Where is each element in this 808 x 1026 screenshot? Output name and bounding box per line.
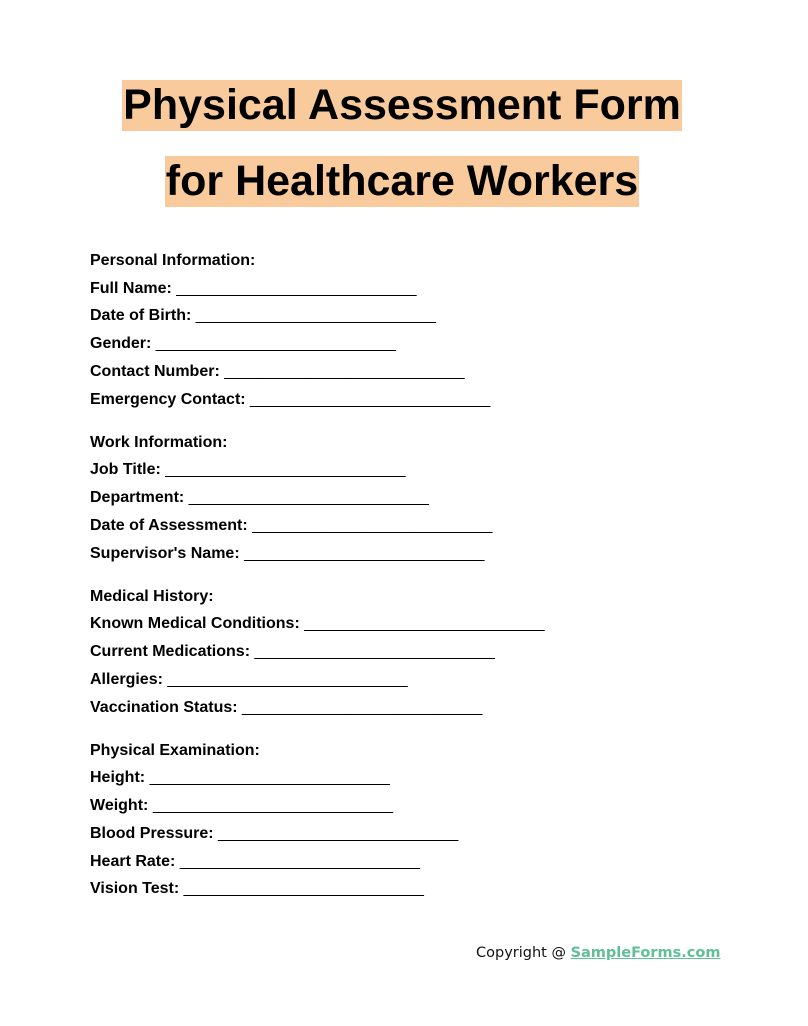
form-field xyxy=(90,302,770,330)
field-label: Weight: xyxy=(90,797,149,815)
fill-in-line[interactable]: ___________________________ xyxy=(218,824,459,842)
form-field xyxy=(90,610,770,638)
form-field xyxy=(90,386,770,414)
field-label: Date of Birth: xyxy=(90,307,192,325)
sampleforms-link[interactable]: SampleForms.com xyxy=(570,945,721,961)
form-field xyxy=(90,666,770,694)
field-label: Heart Rate: xyxy=(90,852,176,870)
form-field xyxy=(90,875,770,903)
fill-in-line[interactable]: ___________________________ xyxy=(149,769,390,787)
field-label: Contact Number: xyxy=(90,362,220,380)
field-label: Gender: xyxy=(90,335,152,353)
section-heading: Physical Examination: xyxy=(90,741,260,759)
field-label: Emergency Contact: xyxy=(90,390,246,408)
form-field xyxy=(90,638,770,666)
form-field xyxy=(90,694,770,722)
title-line-1: Physical Assessment Form xyxy=(123,81,681,129)
fill-in-line[interactable]: ___________________________ xyxy=(224,362,465,380)
fill-in-line[interactable]: ___________________________ xyxy=(165,461,406,479)
section-heading: Personal Information: xyxy=(90,252,256,269)
form-field xyxy=(90,540,770,568)
field-label: Vaccination Status: xyxy=(90,698,238,716)
fill-in-line[interactable]: ___________________________ xyxy=(176,279,417,297)
fill-in-line[interactable]: ___________________________ xyxy=(183,880,424,898)
fill-in-line[interactable]: ___________________________ xyxy=(188,489,429,507)
title-line-2: for Healthcare Workers xyxy=(165,157,639,205)
form-field xyxy=(90,820,770,848)
form-title xyxy=(0,80,804,207)
form-field xyxy=(90,358,770,386)
fill-in-line[interactable]: ___________________________ xyxy=(195,307,437,325)
field-label: Known Medical Conditions: xyxy=(90,615,300,633)
form-field xyxy=(90,484,770,512)
form-field xyxy=(90,512,770,540)
fill-in-line[interactable]: ___________________________ xyxy=(155,335,397,353)
field-label: Job Title: xyxy=(90,461,161,479)
fill-in-line[interactable]: ___________________________ xyxy=(250,390,491,408)
fill-in-line[interactable]: ___________________________ xyxy=(244,544,485,562)
copyright-footer xyxy=(476,942,720,964)
form-field xyxy=(90,848,770,876)
form-section xyxy=(90,583,770,722)
fill-in-line[interactable]: ___________________________ xyxy=(152,797,394,815)
fill-in-line[interactable]: ___________________________ xyxy=(242,698,483,716)
form-section xyxy=(90,247,770,413)
field-label: Allergies: xyxy=(90,670,163,688)
form-field xyxy=(90,456,770,484)
field-label: Department: xyxy=(90,489,185,507)
field-label: Supervisor's Name: xyxy=(90,544,240,562)
section-heading: Medical History: xyxy=(90,587,214,605)
copyright-text: Copyright @ xyxy=(476,945,571,961)
fill-in-line[interactable]: ___________________________ xyxy=(167,670,408,688)
fill-in-line[interactable]: ___________________________ xyxy=(254,643,495,661)
field-label: Vision Test: xyxy=(90,880,180,898)
fill-in-line[interactable]: ___________________________ xyxy=(304,615,545,633)
form-field xyxy=(90,275,770,303)
fill-in-line[interactable]: ___________________________ xyxy=(252,516,493,534)
field-label: Date of Assessment: xyxy=(90,516,248,534)
form-section xyxy=(90,429,770,568)
field-label: Blood Pressure: xyxy=(90,824,214,842)
form-field xyxy=(90,792,770,820)
field-label: Full Name: xyxy=(90,279,172,297)
form-section xyxy=(90,737,770,903)
section-heading: Work Information: xyxy=(90,433,228,451)
form-field xyxy=(90,330,770,358)
fill-in-line[interactable]: ___________________________ xyxy=(179,852,421,870)
form-field xyxy=(90,764,770,792)
form-body xyxy=(90,247,770,918)
field-label: Current Medications: xyxy=(90,643,251,661)
field-label: Height: xyxy=(90,769,146,787)
